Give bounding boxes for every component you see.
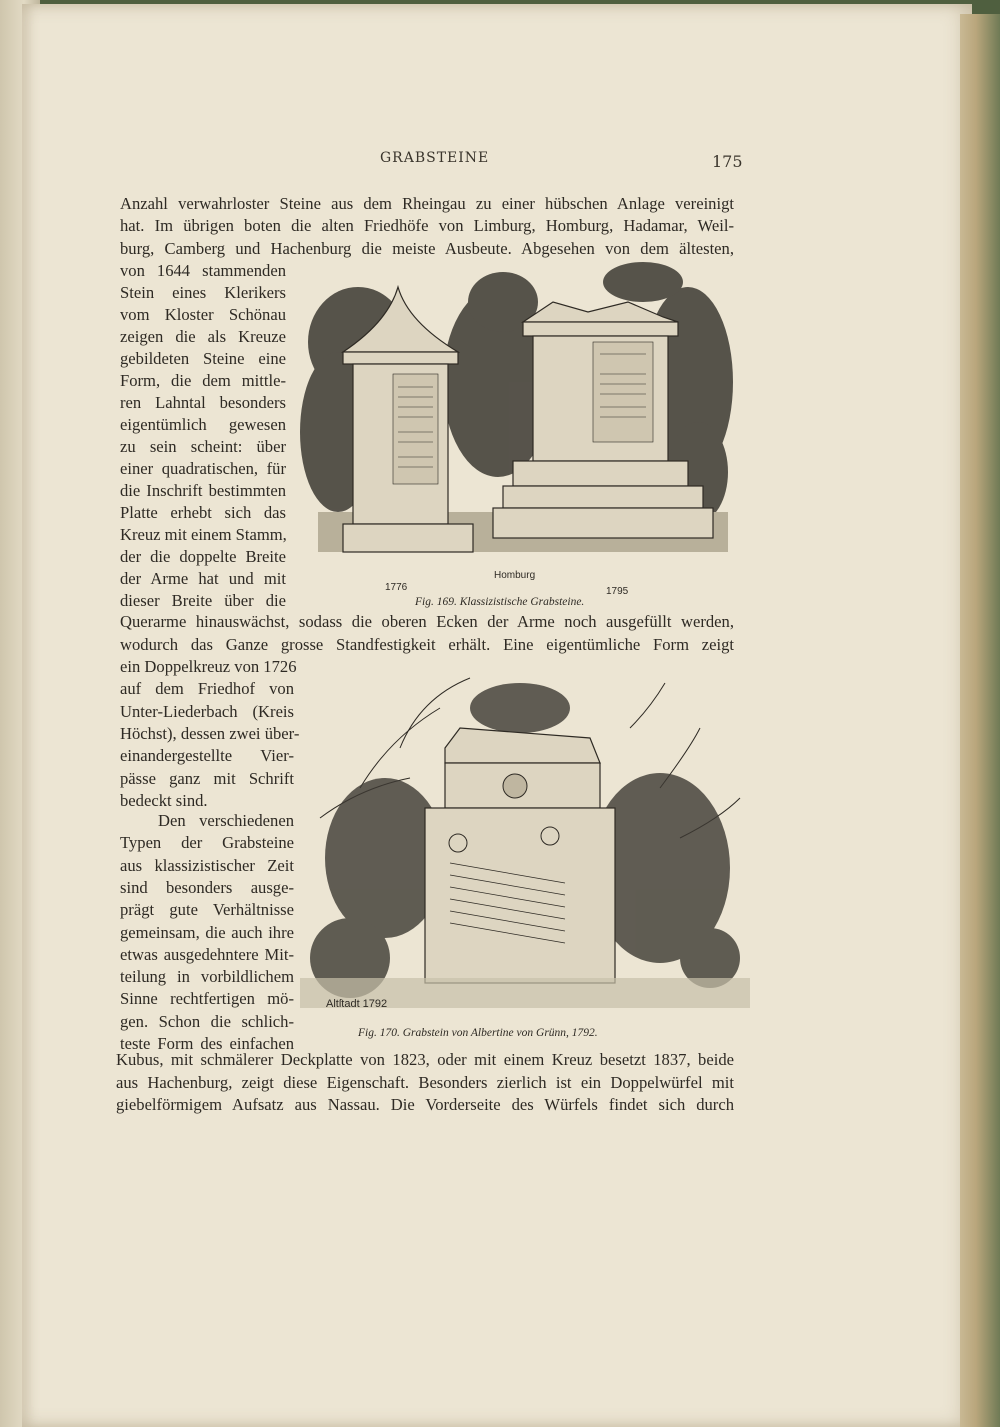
text-line: von 1644 stammenden [120,261,286,280]
figure-169-caption: Fig. 169. Klassizistische Grabsteine. [415,596,585,608]
text-line: gemeinsam, die auch ihre [120,922,294,942]
text-line: giebelförmigem Aufsatz aus Nassau. Die Vorderseite des Würfels findet sich durch [116,1095,734,1114]
text-line: Anzahl verwahrloster Steine aus dem Rheingau zu einer hübschen Anlage vereinigt [120,194,734,213]
text-line: ren Lahntal besonders [120,393,286,412]
figure-169-label-right: 1795 [606,586,629,597]
text-line: aus klassizistischer Zeit [120,855,294,875]
figure-170-label: Altſtadt 1792 [326,998,388,1010]
text-line: eigentümlich gewesen [120,415,286,434]
text-line: prägt gute Verhältnisse [120,900,294,920]
figure-169-label-left: 1776 [385,582,408,593]
text-line: Querarme hinauswächst, sodass die oberen Ecken der Arme noch ausgefüllt werden, [120,612,734,631]
text-line: gen. Schon die schlich- [120,1011,294,1031]
text-line: hat. Im übrigen boten die alten Friedhöfe von Limburg, Homburg, Hadamar, Weil- [120,216,734,236]
text-line: auf dem Friedhof von [120,679,294,699]
text-line: pässe ganz mit Schrift [120,768,294,788]
text-line: dieser Breite über die [120,591,286,610]
text-line: ein Doppelkreuz von 1726 [120,657,297,676]
figure-169-illustration [298,262,738,592]
figure-169-label-center: Homburg [494,570,536,581]
text-line: sind besonders ausge- [120,877,294,897]
figure-170-caption: Fig. 170. Grabstein von Albertine von Grünn, 1792. [358,1027,598,1039]
text-line: Kreuz mit einem Stamm, [120,525,287,544]
text-line: der die doppelte Breite [120,547,286,566]
text-line: vom Kloster Schönau [120,305,286,324]
text-line: zu sein scheint: über [120,437,286,456]
text-line: Sinne rechtfertigen mö- [120,989,294,1009]
text-line: der Arme hat und mit [120,569,286,588]
text-line: Unter-Liederbach (Kreis [120,701,294,721]
text-line: teste Form des einfachen [120,1034,294,1053]
text-line: Kubus, mit schmälerer Deckplatte von 1823, oder mit einem Kreuz besetzt 1837, beide [116,1050,734,1069]
page-number: 175 [712,152,743,171]
text-line: Platte erhebt sich das [120,503,286,522]
text-line: aus Hachenburg, zeigt diese Eigenschaft. Besonders zierlich ist ein Doppelwürfel mit [116,1072,734,1092]
text-line: die Inschrift bestimmten [120,481,286,500]
running-title: GRABSTEINE [380,150,490,166]
text-line: etwas ausgedehntere Mit- [120,944,294,964]
text-line: Den verschiedenen [158,811,294,830]
text-line: zeigen die als Kreuze [120,327,286,346]
text-line: bedeckt sind. [120,790,208,810]
text-line: burg, Camberg und Hachenburg die meiste Ausbeute. Abgesehen von dem ältesten, [120,238,734,258]
text-line: wodurch das Ganze grosse Standfestigkeit erhält. Eine eigentümliche Form zeigt [120,634,734,654]
text-line: Höchst), dessen zwei über- [120,723,300,743]
text-line: Form, die dem mittle- [120,371,286,390]
text-line: teilung in vorbildlichem [120,967,294,987]
text-line: Typen der Grabsteine [120,833,294,853]
text-line: einandergestellte Vier- [120,746,294,766]
text-line: Stein eines Klerikers [120,283,286,302]
text-line: einer quadratischen, für [120,459,286,478]
text-line: gebildeten Steine eine [120,349,286,368]
page-stack-edge [960,14,1000,1427]
figure-170-illustration [300,668,750,1020]
